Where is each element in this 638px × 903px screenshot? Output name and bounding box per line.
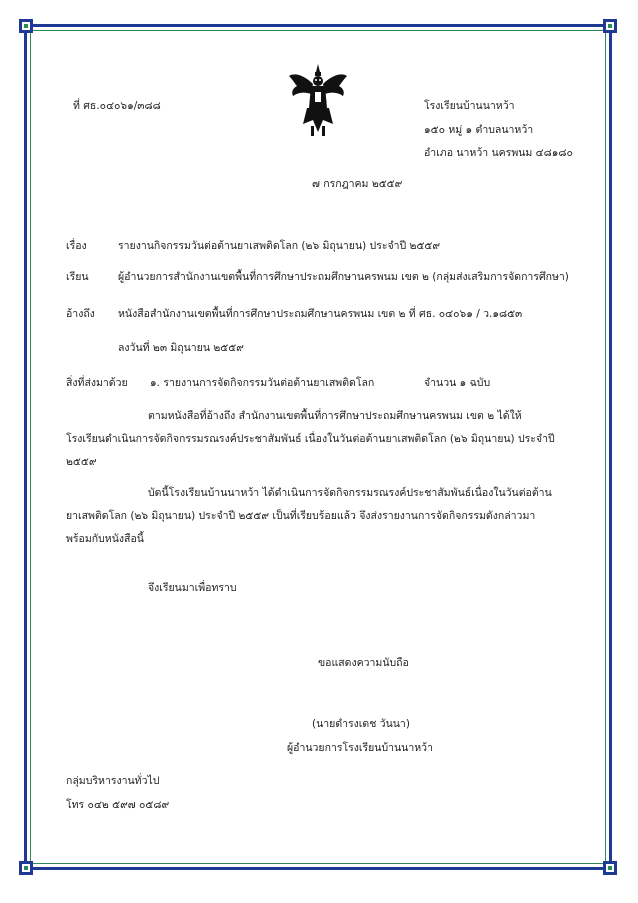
subject-label: เรื่อง [66, 240, 87, 252]
department-name: กลุ่มบริหารงานทั่วไป [66, 775, 160, 787]
department-phone: โทร ๐๔๒ ๕๙๗ ๐๕๘๙ [66, 799, 170, 811]
signatory-position: ผู้อำนวยการโรงเรียนบ้านนาหว้า [287, 742, 433, 754]
subject-text: รายงานกิจกรรมวันต่อต้านยาเสพติดโลก (๒๖ มิถุนายน) ประจำปี ๒๕๕๙ [118, 240, 441, 252]
school-address-line2: อำเภอ นาหว้า นครพนม ๔๘๑๘๐ [424, 147, 573, 159]
corner-ornament-top-left [19, 19, 33, 33]
enclosure-quantity: จำนวน ๑ ฉบับ [424, 377, 491, 389]
closing-request: จึงเรียนมาเพื่อทราบ [148, 582, 237, 594]
corner-ornament-bottom-left [19, 861, 33, 875]
signatory-name: (นายดำรงเดช วันนา) [312, 718, 410, 730]
recipient-text: ผู้อำนวยการสำนักงานเขตพื้นที่การศึกษาประถมศึกษานครพนม เขต ๒ (กลุ่มส่งเสริมการจัดการศึกษา) [118, 271, 569, 283]
closing-regards: ขอแสดงความนับถือ [318, 657, 409, 669]
reference-text: หนังสือสำนักงานเขตพื้นที่การศึกษาประถมศึกษานครพนม เขต ๒ ที่ ศธ. ๐๔๐๖๑ / ว.๑๘๕๓ [118, 308, 523, 320]
paragraph1-line3: ๒๕๕๙ [66, 456, 97, 468]
corner-ornament-bottom-right [603, 861, 617, 875]
corner-ornament-top-right [603, 19, 617, 33]
garuda-emblem-icon [287, 62, 349, 140]
document-number: ที่ ศธ.๐๔๐๖๑/๓๘๘ [73, 100, 161, 112]
reference-date: ลงวันที่ ๒๓ มิถุนายน ๒๕๕๙ [118, 342, 244, 354]
enclosure-item: ๑. รายงานการจัดกิจกรรมวันต่อต้านยาเสพติดโลก [150, 377, 375, 389]
recipient-label: เรียน [66, 271, 89, 283]
paragraph1-line2: โรงเรียนดำเนินการจัดกิจกรรมรณรงค์ประชาสัมพันธ์ เนื่องในวันต่อต้านยาเสพติดโลก (๒๖ มิถุนายน) ประจำปี [66, 433, 555, 445]
paragraph2-line1: บัดนี้โรงเรียนบ้านนาหว้า ได้ดำเนินการจัดกิจกรรมรณรงค์ประชาสัมพันธ์เนื่องในวันต่อต้าน [148, 487, 552, 499]
letter-date: ๗ กรกฎาคม ๒๕๕๙ [312, 178, 403, 190]
paragraph2-line2: ยาเสพติดโลก (๒๖ มิถุนายน) ประจำปี ๒๕๕๙ เป็นที่เรียบร้อยแล้ว จึงส่งรายงานการจัดกิจกรรมดังกล่าวมา [66, 510, 536, 522]
school-name: โรงเรียนบ้านนาหว้า [424, 100, 515, 112]
school-address-line1: ๑๕๐ หมู่ ๑ ตำบลนาหว้า [424, 124, 534, 136]
paragraph2-line3: พร้อมกับหนังสือนี้ [66, 533, 144, 545]
enclosure-label: สิ่งที่ส่งมาด้วย [66, 377, 128, 389]
paragraph1-line1: ตามหนังสือที่อ้างถึง สำนักงานเขตพื้นที่การศึกษาประถมศึกษานครพนม เขต ๒ ได้ให้ [148, 410, 522, 422]
reference-label: อ้างถึง [66, 308, 95, 320]
